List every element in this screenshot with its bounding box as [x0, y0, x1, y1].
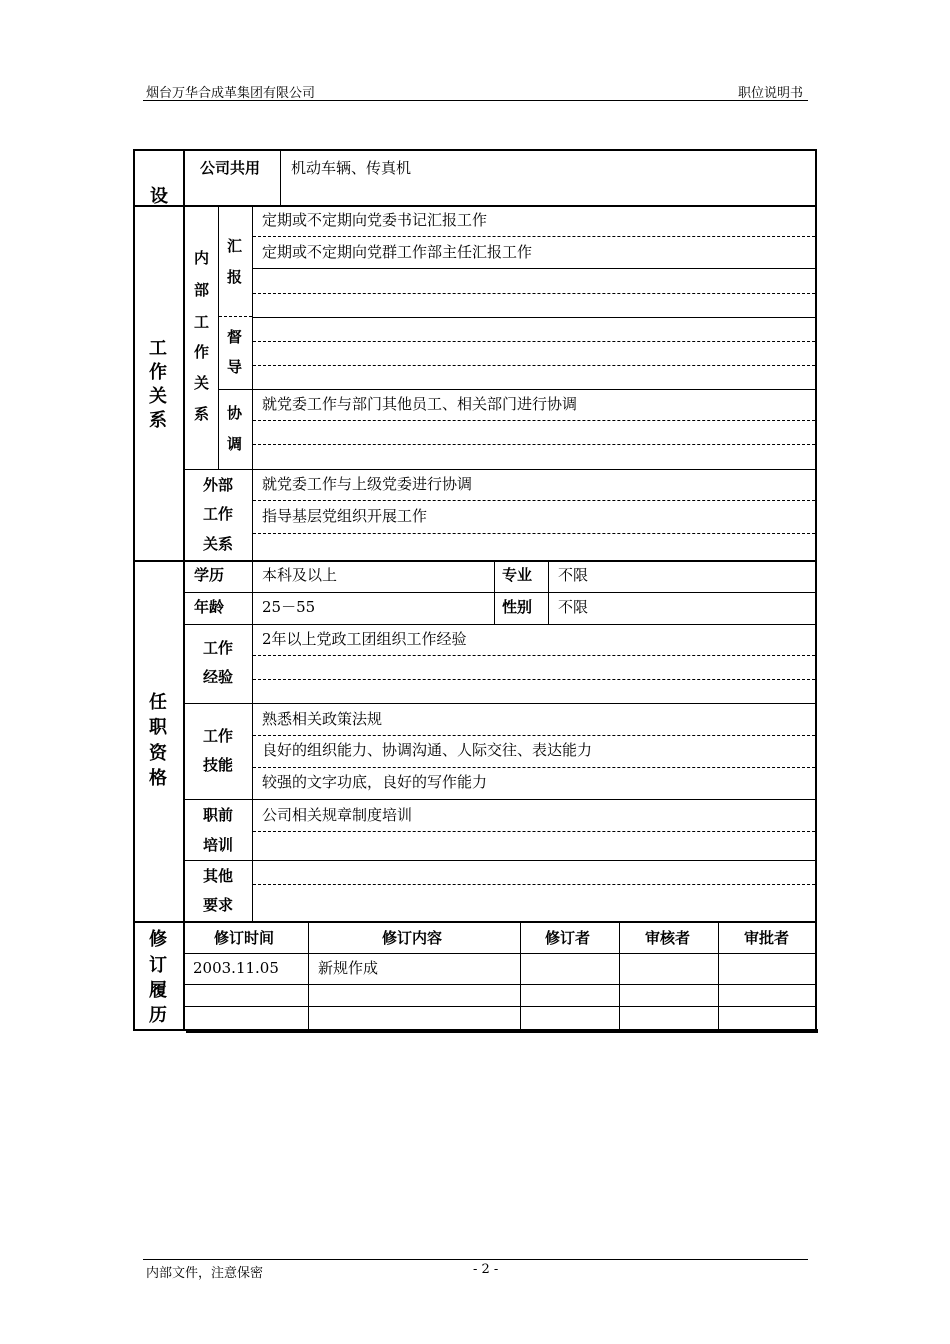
- cell-divider: [619, 922, 620, 1029]
- row-line: [185, 469, 815, 470]
- section-char: 资: [149, 743, 167, 764]
- label-line: 关系: [203, 535, 234, 553]
- row-line: [253, 317, 815, 318]
- row-line: [185, 703, 815, 704]
- dashed-line: [253, 767, 815, 768]
- revision-date: 2003.11.05: [193, 959, 279, 977]
- revision-content-header: 修订内容: [382, 929, 443, 947]
- revision-date-header: 修订时间: [214, 929, 275, 947]
- external-item: 就党委工作与上级党委进行协调: [262, 475, 473, 493]
- gender-value: 不限: [558, 598, 589, 616]
- education-label: 学历: [194, 566, 225, 584]
- label-line: 外部: [203, 476, 234, 494]
- dashed-line: [253, 533, 815, 534]
- label-char: 作: [194, 343, 210, 361]
- section-char: 修: [149, 929, 167, 950]
- label-char: 系: [194, 405, 210, 423]
- cell-divider: [252, 561, 253, 921]
- label-char: 调: [227, 435, 243, 453]
- label-line: 工作: [203, 505, 234, 523]
- table-left-border: [133, 149, 135, 1029]
- label-line: 培训: [203, 836, 234, 854]
- row-line: [185, 984, 815, 985]
- revision-author-header: 修订者: [545, 929, 591, 947]
- row-line: [253, 268, 815, 269]
- age-label: 年龄: [194, 598, 225, 616]
- table-shadow: [186, 1029, 818, 1033]
- dashed-line: [219, 316, 252, 317]
- section-divider: [133, 921, 817, 923]
- row-line: [185, 592, 815, 593]
- row-line: [219, 389, 815, 390]
- age-value: 25－55: [262, 598, 316, 616]
- row-line: [185, 624, 815, 625]
- cell-divider: [520, 922, 521, 1029]
- section-divider: [133, 560, 817, 562]
- table-top-border: [133, 149, 817, 151]
- section-char: 工: [149, 338, 167, 359]
- dashed-line: [253, 655, 815, 656]
- section-char: 系: [149, 410, 167, 431]
- section-equipment-label: 设: [150, 186, 168, 207]
- section-char: 订: [149, 955, 167, 976]
- cell-divider: [308, 922, 309, 1029]
- row-line: [185, 953, 815, 954]
- training-item: 公司相关规章制度培训: [262, 806, 413, 824]
- cell-divider: [218, 206, 219, 469]
- table-right-border: [815, 149, 817, 1032]
- dashed-line: [253, 500, 815, 501]
- row-line: [185, 860, 815, 861]
- section-char: 关: [149, 386, 167, 407]
- label-char: 部: [194, 281, 210, 299]
- major-value: 不限: [558, 566, 589, 584]
- cell-divider: [718, 922, 719, 1029]
- dashed-line: [253, 884, 815, 885]
- skill-item: 良好的组织能力、协调沟通、人际交往、表达能力: [262, 741, 593, 759]
- page-number: - 2 -: [473, 1262, 499, 1277]
- header-rule: [143, 100, 808, 101]
- label-line: 其他: [203, 867, 234, 885]
- external-item: 指导基层党组织开展工作: [262, 507, 428, 525]
- label-char: 汇: [227, 237, 243, 255]
- dashed-line: [253, 831, 815, 832]
- label-line: 技能: [203, 756, 234, 774]
- section-char: 任: [149, 692, 167, 713]
- section-char: 格: [149, 768, 167, 789]
- footer-rule: [143, 1259, 808, 1260]
- section-divider: [133, 205, 817, 207]
- label-char: 工: [194, 313, 210, 331]
- cell-divider: [252, 206, 253, 560]
- skill-item: 熟悉相关政策法规: [262, 710, 383, 728]
- skill-item: 较强的文字功底，良好的写作能力: [262, 773, 488, 791]
- report-item: 定期或不定期向党委书记汇报工作: [262, 211, 488, 229]
- dashed-line: [253, 420, 815, 421]
- document-type: 职位说明书: [738, 86, 804, 101]
- label-char: 督: [227, 328, 243, 346]
- label-char: 协: [227, 404, 243, 422]
- label-char: 关: [194, 374, 210, 392]
- confidential-notice: 内部文件，注意保密: [146, 1266, 264, 1281]
- dashed-line: [253, 444, 815, 445]
- dashed-line: [253, 236, 815, 237]
- label-char: 导: [227, 358, 243, 376]
- equipment-value: 机动车辆、传真机: [291, 159, 412, 177]
- section-char: 历: [149, 1005, 167, 1026]
- equipment-label: 公司共用: [200, 159, 261, 177]
- major-label: 专业: [502, 566, 533, 584]
- report-item: 定期或不定期向党群工作部主任汇报工作: [262, 243, 533, 261]
- dashed-line: [253, 293, 815, 294]
- coordinate-item: 就党委工作与部门其他员工、相关部门进行协调: [262, 395, 578, 413]
- revision-approver-header: 审批者: [744, 929, 790, 947]
- label-line: 经验: [203, 668, 234, 686]
- revision-reviewer-header: 审核者: [645, 929, 691, 947]
- dashed-line: [253, 735, 815, 736]
- gender-label: 性别: [502, 598, 533, 616]
- dashed-line: [253, 365, 815, 366]
- row-line: [185, 1006, 815, 1007]
- cell-divider: [494, 561, 495, 625]
- label-line: 职前: [203, 806, 234, 824]
- section-char: 职: [149, 717, 167, 738]
- cell-divider: [280, 150, 281, 205]
- dashed-line: [253, 679, 815, 680]
- dashed-line: [253, 341, 815, 342]
- education-value: 本科及以上: [262, 566, 338, 584]
- company-name: 烟台万华合成革集团有限公司: [146, 86, 316, 101]
- experience-item: 2年以上党政工团组织工作经验: [262, 630, 467, 648]
- label-char: 内: [194, 249, 210, 267]
- cell-divider: [548, 561, 549, 625]
- label-line: 工作: [203, 727, 234, 745]
- label-line: 工作: [203, 639, 234, 657]
- section-column-border: [183, 149, 185, 1029]
- section-char: 作: [149, 362, 167, 383]
- label-char: 报: [227, 268, 243, 286]
- section-char: 履: [149, 980, 167, 1001]
- label-line: 要求: [203, 896, 234, 914]
- row-line: [185, 799, 815, 800]
- revision-content: 新规作成: [318, 959, 379, 977]
